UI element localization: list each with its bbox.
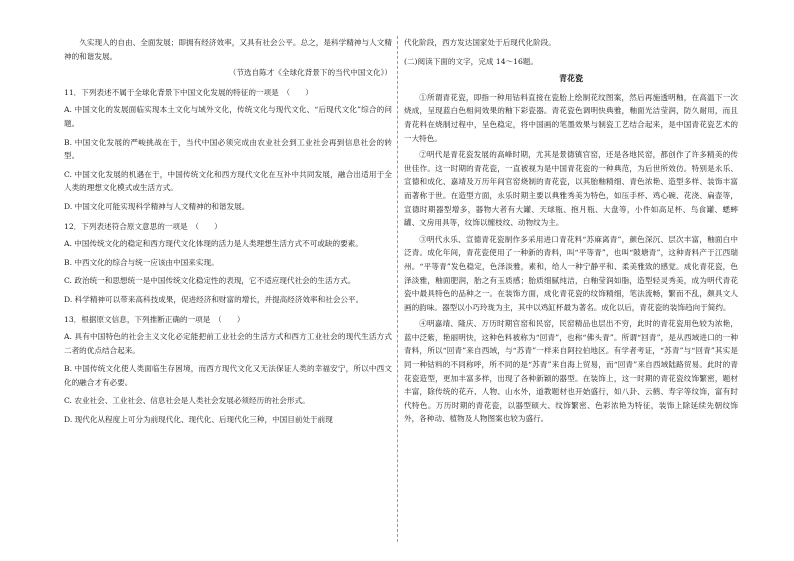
question-11-option-d: D. 中国文化可能实现科学精神与人文精神的和谐发展。 (64, 201, 250, 211)
question-12-option-a: A. 中国传统文化的稳定和西方现代文化体现的活力是人类理想生活方式不可或缺的要素。 (64, 239, 363, 249)
question-13-option-d: D. 现代化从程度上可分为前现代化、现代化、后现代化三种，中国目前处于前现 (64, 415, 333, 425)
question-12-stem: 12．下列表述符合原文意思的一项是 （ ） (64, 221, 222, 231)
question-11-stem: 11．下列表述不属于全球化背景下中国文化发展的特征的一项是 （ ） (64, 87, 313, 97)
article-paragraph-1: ①所谓青花瓷，即指一种用钴料直接在瓷胎上绘制花纹图案，然后再施透明釉，在高温下一次烧成，呈现蓝白色相间效果的釉下彩瓷器。青花瓷色调明快典雅，釉面光洁莹润，防久耐用，而且青花料在烧制过程中，呈色稳定，将中国画的笔墨效果与制瓷工艺结合起来，是中国青花瓷艺术的一大特色。 (404, 92, 738, 143)
question-12-option-d: D. 科学精神可以带来高科技成果，促进经济和财富的增长，并提高经济效率和社会公平。 (64, 294, 364, 304)
question-13-option-a: A. 具有中国特色的社会主义文化必定能把前工业社会的生活方式和西方工业社会的现代生活方式二者的优点结合起来。 (64, 332, 392, 355)
question-13-option-c: C. 农业社会、工业社会、信息社会是人类社会发展必须经历的社会形式。 (64, 396, 310, 406)
article-paragraph-3: ③明代永乐、宣德青花瓷制作多采用进口青花料“苏麻离青”，颜色深沉、层次丰富，釉面白中泛青。成化年间，青花瓷使用了一种新的青料，叫“平等青”，也叫“陂塘青”，这种青料产于江西瑞州。“平等青”发色稳定，色泽淡雅，素和，给人一种宁静平和、柔美雅致的感觉。成化青花瓷，色泽淡雅，釉面肥润，胎之有玉质感；胎质细腻纯洁，白釉莹润如脂，造型轻灵秀美，成为明代青花瓷中最具特色的品种之一。在装饰方面，成化青花瓷的纹饰精细，笔法流畅，繁而不乱，颇具文人画的韵味。器型以小巧玲珑为主，其中以鸡缸杯最为著名。成化以后，青花瓷的装饰趋向于简约。 (404, 234, 738, 312)
column-divider (397, 36, 398, 542)
question-13-option-b: B. 中国传统文化使人类面临生存困境，而西方现代文化又无法保证人类的幸福安宁，所以中西文化的融合才有必要。 (64, 364, 392, 387)
question-11-option-c: C. 中国文化发展的机遇在于，中国传统文化和西方现代文化在互补中共同发展，融合出适用于全人类的理想文化模式或生活方式。 (64, 169, 392, 193)
right-column (404, 36, 738, 429)
question-12-option-c: C. 政治统一和思想统一是中国传统文化稳定性的表现，它不适应现代社会的生活方式。 (64, 276, 356, 286)
article-paragraph-4: ④明嘉靖、隆庆、万历时期官窑和民窑，民窑精品也层出不穷，此时的青花瓷用色较为浓艳，蓝中泛紫，艳丽明快，这种色料被称为“回青”，也称“佛头青”。所谓“回青”，是从西域进口的一种青料，所以“回青”来自西域，与“苏青”一样来自阿拉伯地区。有学者考证，“苏青”与“回青”其实是同一种钴料的不同称呼，所不同的是“苏青”来自海上贸易，而“回青”来自西域陆路贸易。此时的青花瓷造型，更加丰富多样，出现了各种新颖的器型。在装饰上，这一时期的青花瓷纹饰繁密，题材丰富，除传统的花卉、人物、山水外，道教题材也开始盛行，如八卦、云鹤、寿字等纹饰，富有时代特色。万历时期的青花瓷，以器型硕大、纹饰繁密、色彩浓艳为特征，装饰上除延续先朝纹饰外，各种动、植物及人物图案也较为盛行。 (404, 319, 738, 424)
source-citation: （节选自陈才《全球化背景下的当代中国文化》） (228, 68, 392, 78)
section-heading: (二)阅读下面的文字，完成 14～16题。 (404, 56, 538, 66)
left-column (64, 36, 392, 432)
question-11-option-b: B. 中国文化发展的严峻挑战在于，当代中国必须完成由农业社会到工业社会再到信息社会的转型。 (64, 137, 392, 161)
article-title: 青花瓷 (559, 73, 583, 84)
question-13-option-d-continuation: 代化阶段，西方发达国家处于后现代化阶段。 (404, 38, 556, 47)
question-11-option-a: A. 中国文化的发展面临实现本土文化与域外文化，传统文化与现代文化、“后现代文化”综合的问题。 (64, 105, 392, 128)
question-13-stem: 13．根据原文信息，下列推断正确的一项是 （ ） (64, 314, 245, 324)
intro-paragraph: 久实现人的自由、全面发展；即拥有经济效率，又具有社会公平。总之，是科学精神与人文精神的和谐发展。 (64, 38, 392, 61)
article-paragraph-2: ②明代是青花瓷发展的高峰时期，尤其是景德镇官窑，还是各地民窑，都创作了许多精美的传世佳作。这一时期的青花瓷，一直被视为是中国青花瓷的一种典范，为后世所效仿。特别是永乐、宣德和成化、嘉靖及万历年间官窑烧制的青花瓷，以其胎釉精细、青色浓艳、造型多样、装饰丰富而著称于世。在造型方面，永乐时期主要以典雅秀美为特色，如压手杯、鸡心碗、花浇、扁壶等，宣德时期器型增多，器物大者有大罐、天球瓶、抱月瓶、大盘等，小件如高足杯、鸟食罐、蟋蟀罐、文房用具等，纹饰以缠枝纹、动物纹为主。 (404, 150, 738, 228)
question-12-option-b: B. 中西文化的综合与统一应该由中国来实现。 (64, 257, 219, 267)
